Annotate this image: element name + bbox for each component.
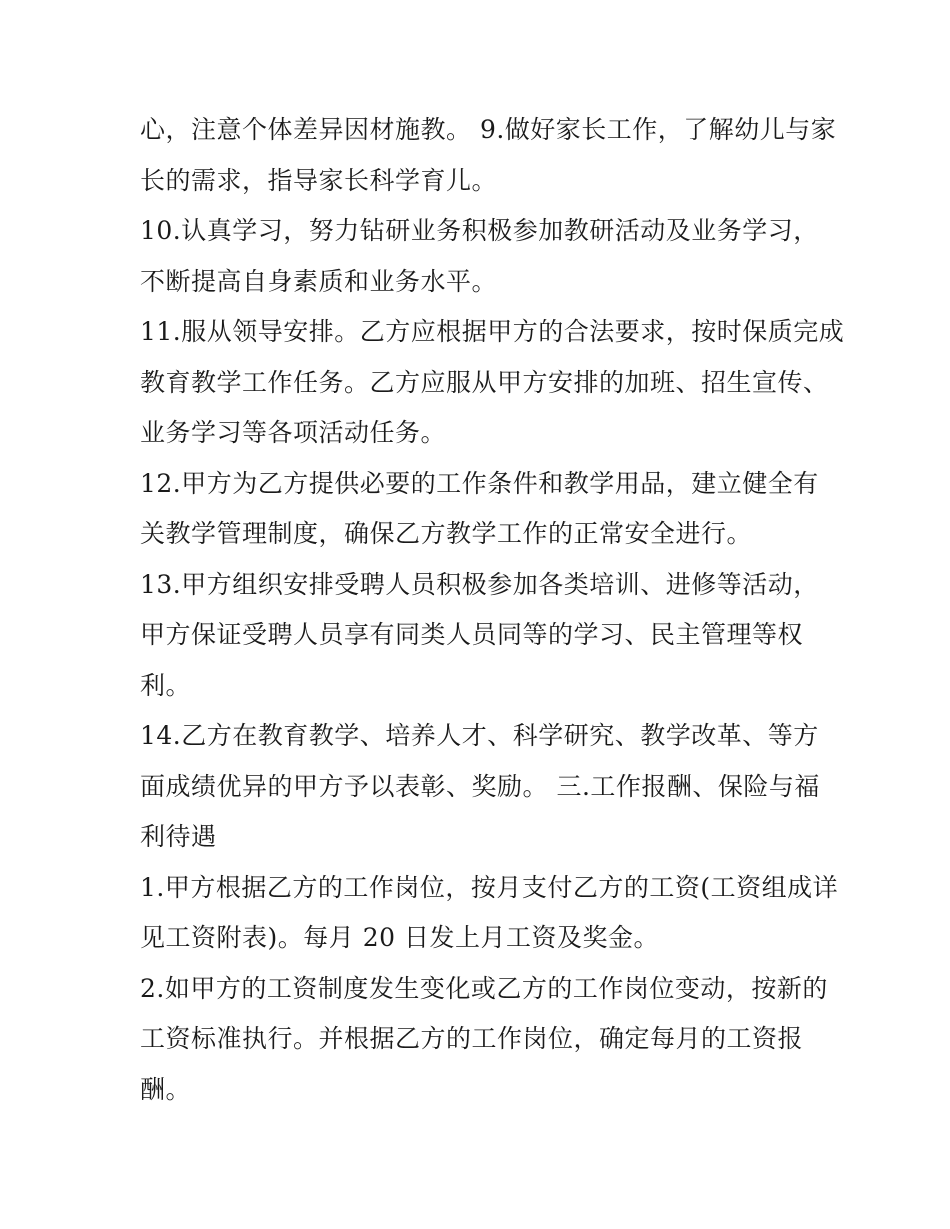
text-line: 10.认真学习，努力钻研业务积极参加教研活动及业务学习， xyxy=(140,216,819,245)
text-line: 关教学管理制度，确保乙方教学工作的正常安全进行。 xyxy=(140,519,753,548)
text-line: 不断提高自身素质和业务水平。 xyxy=(140,267,498,296)
text-line: 心，注意个体差异因材施教。 9.做好家长工作，了解幼儿与家 xyxy=(140,115,837,144)
text-line: 教育教学工作任务。乙方应服从甲方安排的加班、招生宣传、 xyxy=(140,368,829,397)
text-line: 见工资附表)。每月 20 日发上月工资及奖金。 xyxy=(140,923,659,952)
text-line: 酬。 xyxy=(140,1075,192,1104)
text-line: 12.甲方为乙方提供必要的工作条件和教学用品，建立健全有 xyxy=(140,469,819,498)
text-line: 14.乙方在教育教学、培养人才、科学研究、教学改革、等方 xyxy=(140,721,819,750)
text-line: 甲方保证受聘人员享有同类人员同等的学习、民主管理等权 xyxy=(140,620,804,649)
text-line: 利。 xyxy=(140,671,192,700)
text-line: 长的需求，指导家长科学育儿。 xyxy=(140,166,498,195)
text-line: 13.甲方组织安排受聘人员积极参加各类培训、进修等活动， xyxy=(140,570,819,599)
text-line: 工资标准执行。并根据乙方的工作岗位，确定每月的工资报 xyxy=(140,1024,804,1053)
text-line: 业务学习等各项活动任务。 xyxy=(140,418,447,447)
text-line: 利待遇 xyxy=(140,822,217,851)
text-line: 面成绩优异的甲方予以表彰、奖励。 三.工作报酬、保险与福 xyxy=(140,772,820,801)
text-line: 11.服从领导安排。乙方应根据甲方的合法要求，按时保质完成 xyxy=(140,317,845,346)
text-line: 1.甲方根据乙方的工作岗位，按月支付乙方的工资(工资组成详 xyxy=(140,873,839,902)
text-line: 2.如甲方的工资制度发生变化或乙方的工作岗位变动，按新的 xyxy=(140,974,828,1003)
